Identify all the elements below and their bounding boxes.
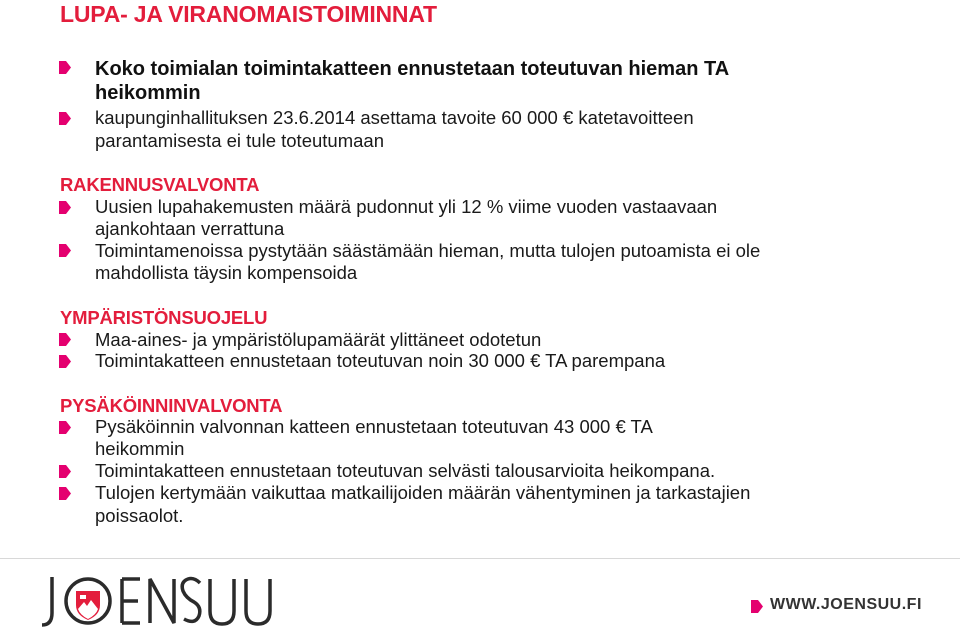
pink-arrow-bullet-icon bbox=[59, 355, 71, 368]
section-heading-rakennusvalvonta: RAKENNUSVALVONTA bbox=[60, 174, 260, 195]
intro-bullet-1-line-2: heikommin bbox=[95, 82, 201, 104]
pink-arrow-bullet-icon bbox=[59, 465, 71, 478]
rakennus-bullet-2-line-1: Toimintamenoissa pystytään säästämään hieman, mutta tulojen putoamista ei ole bbox=[95, 240, 761, 261]
intro-bullet-2-line-1: kaupunginhallituksen 23.6.2014 asettama tavoite 60 000 € katetavoitteen bbox=[95, 107, 694, 128]
section-heading-pysakoinninvalvonta: PYSÄKÖINNINVALVONTA bbox=[60, 395, 283, 416]
footer bbox=[0, 559, 960, 638]
pink-arrow-bullet-icon bbox=[59, 201, 71, 214]
pink-arrow-bullet-icon bbox=[59, 61, 71, 74]
pink-arrow-bullet-icon bbox=[751, 600, 763, 613]
section-heading-ymparistonsuojelu: YMPÄRISTÖNSUOJELU bbox=[60, 307, 268, 328]
rakennus-bullet-1-line-1: Uusien lupahakemusten määrä pudonnut yli 12 % viime vuoden vastaavaan bbox=[95, 196, 718, 217]
pink-arrow-bullet-icon bbox=[59, 112, 71, 125]
pysakointi-bullet-2: Toimintakatteen ennustetaan toteutuvan selvästi talousarvioita heikompana. bbox=[95, 460, 716, 481]
pysakointi-bullet-1-line-2: heikommin bbox=[95, 438, 185, 459]
rakennus-bullet-1-line-2: ajankohtaan verrattuna bbox=[95, 218, 285, 239]
website-link[interactable]: WWW.JOENSUU.FI bbox=[770, 596, 922, 613]
pink-arrow-bullet-icon bbox=[59, 333, 71, 346]
pink-arrow-bullet-icon bbox=[59, 487, 71, 500]
ymparisto-bullet-1: Maa-aines- ja ympäristölupamäärät ylittäneet odotetun bbox=[95, 329, 542, 350]
pink-arrow-bullet-icon bbox=[59, 421, 71, 434]
ymparisto-bullet-2: Toimintakatteen ennustetaan toteutuvan noin 30 000 € TA parempana bbox=[95, 350, 666, 371]
rakennus-bullet-2-line-2: mahdollista täysin kompensoida bbox=[95, 262, 358, 283]
pink-arrow-bullet-icon bbox=[59, 244, 71, 257]
intro-bullet-1-line-1: Koko toimialan toimintakatteen ennustetaan toteutuvan hieman TA bbox=[95, 58, 730, 80]
pysakointi-bullet-3-line-2: poissaolot. bbox=[95, 505, 184, 526]
joensuu-logo bbox=[40, 569, 280, 631]
slide-title: LUPA- JA VIRANOMAISTOIMINNAT bbox=[60, 1, 437, 27]
joensuu-coat-of-arms-icon bbox=[76, 591, 100, 620]
intro-bullet-2-line-2: parantamisesta ei tule toteutumaan bbox=[95, 130, 384, 151]
pysakointi-bullet-1-line-1: Pysäköinnin valvonnan katteen ennustetaan toteutuvan 43 000 € TA bbox=[95, 416, 653, 437]
pysakointi-bullet-3-line-1: Tulojen kertymään vaikuttaa matkailijoiden määrän vähentyminen ja tarkastajien bbox=[95, 482, 751, 503]
